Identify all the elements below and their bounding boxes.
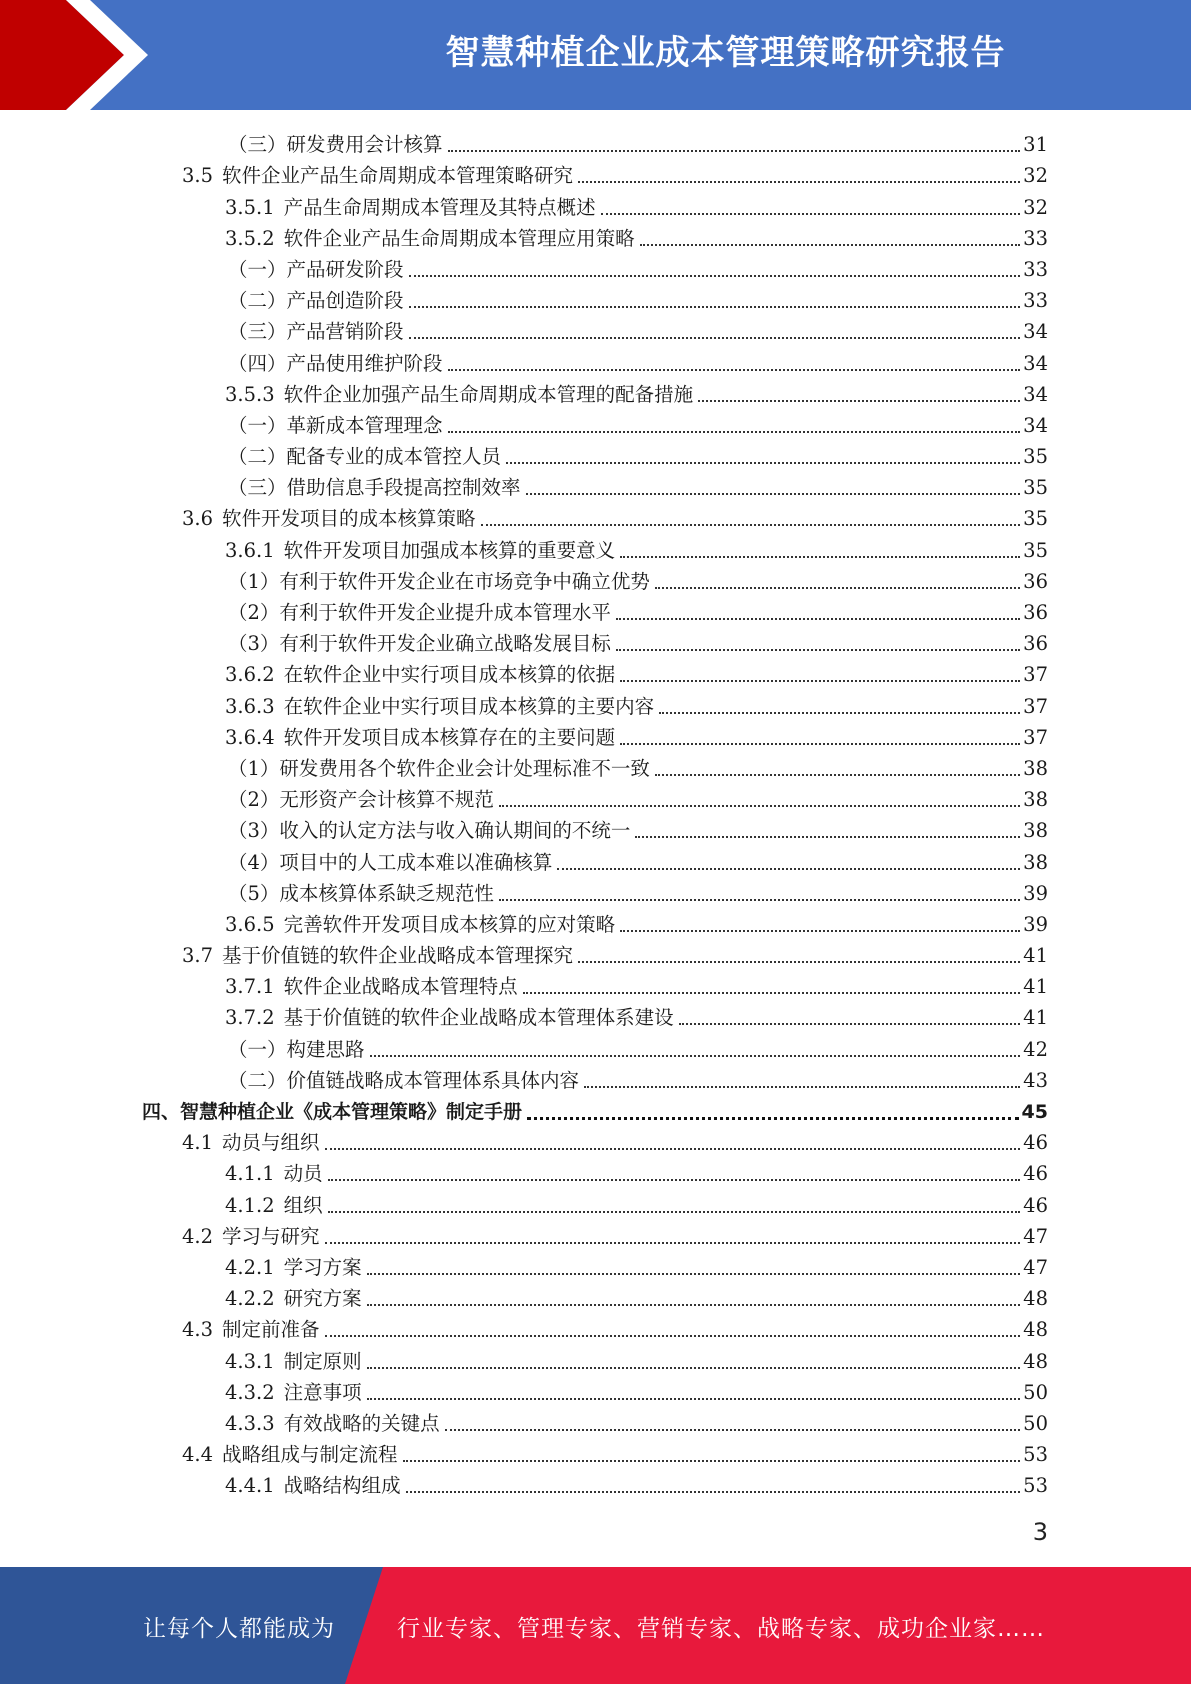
toc-dot-leader	[655, 587, 1020, 589]
toc-entry[interactable]	[0, 1031, 1191, 1062]
toc-dot-leader	[635, 836, 1020, 838]
toc-dot-leader	[526, 493, 1021, 495]
toc-entry[interactable]	[0, 1000, 1191, 1031]
toc-entry-page: 38	[1023, 819, 1048, 843]
toc-entry-title: 完善软件开发项目成本核算的应对策略	[283, 912, 616, 936]
toc-dot-leader	[328, 1179, 1021, 1181]
toc-entry[interactable]	[0, 751, 1191, 782]
toc-dot-leader	[620, 930, 1020, 932]
toc-entry-title: 产品生命周期成本管理及其特点概述	[283, 195, 596, 219]
toc-entry-title: （3）收入的认定方法与收入确认期间的不统一	[228, 819, 631, 843]
toc-entry-title: 动员与组织	[222, 1131, 320, 1155]
toc-entry[interactable]	[0, 532, 1191, 563]
toc-entry[interactable]	[0, 782, 1191, 813]
toc-entry-page: 50	[1023, 1411, 1048, 1435]
toc-entry-title: （5）成本核算体系缺乏规范性	[228, 881, 494, 905]
toc-entry-number: 3.5	[182, 164, 214, 188]
toc-entry-page: 47	[1023, 1224, 1048, 1248]
toc-entry[interactable]	[0, 1312, 1191, 1343]
toc-entry-title: （三）研发费用会计核算	[228, 133, 443, 157]
toc-dot-leader	[655, 774, 1020, 776]
toc-entry[interactable]	[0, 1125, 1191, 1156]
toc-entry-number: 4.3.2	[225, 1380, 275, 1404]
toc-entry-page: 39	[1023, 881, 1048, 905]
toc-entry-number: 4.3	[182, 1318, 214, 1342]
toc-entry-page: 36	[1023, 632, 1048, 656]
toc-dot-leader	[659, 712, 1020, 714]
toc-entry-title: 制定原则	[283, 1349, 362, 1373]
toc-entry-number: 4.3.3	[225, 1411, 275, 1435]
toc-entry-page: 46	[1023, 1162, 1048, 1186]
toc-entry[interactable]	[0, 1343, 1191, 1374]
toc-dot-leader	[616, 649, 1020, 651]
toc-entry[interactable]	[0, 1250, 1191, 1281]
toc-entry-title: 在软件企业中实行项目成本核算的依据	[283, 663, 616, 687]
toc-dot-leader	[481, 524, 1021, 526]
page-header	[0, 0, 1191, 110]
toc-entry-number: 3.6	[182, 507, 214, 531]
toc-entry[interactable]	[0, 564, 1191, 595]
toc-entry-number: 4.1.1	[225, 1162, 275, 1186]
toc-dot-leader	[640, 244, 1021, 246]
toc-entry[interactable]	[0, 876, 1191, 907]
toc-entry-title: 有效战略的关键点	[283, 1411, 440, 1435]
toc-entry-number: 3.6.4	[225, 725, 275, 749]
toc-entry-page: 38	[1023, 788, 1048, 812]
toc-entry[interactable]	[0, 470, 1191, 501]
toc-dot-leader	[325, 1335, 1021, 1337]
toc-entry-title: （1）有利于软件开发企业在市场竞争中确立优势	[228, 569, 650, 593]
toc-dot-leader	[445, 1429, 1021, 1431]
toc-entry-title: 战略结构组成	[283, 1474, 401, 1498]
toc-entry[interactable]	[0, 969, 1191, 1000]
toc-entry[interactable]	[0, 1063, 1191, 1094]
toc-entry-title: （2）有利于软件开发企业提升成本管理水平	[228, 601, 611, 624]
toc-dot-leader	[448, 431, 1021, 433]
toc-entry-page: 37	[1023, 694, 1048, 718]
toc-dot-leader	[409, 337, 1021, 339]
toc-entry[interactable]	[0, 1281, 1191, 1312]
toc-entry-page: 32	[1023, 195, 1048, 219]
toc-entry-number: 3.6.3	[225, 694, 275, 718]
toc-entry-title: 基于价值链的软件企业战略成本管理探究	[222, 944, 574, 968]
toc-dot-leader	[448, 369, 1021, 371]
toc-entry-title: （四）产品使用维护阶段	[228, 351, 443, 375]
footer-slogan-left: 让每个人都能成为	[143, 1616, 335, 1642]
toc-entry[interactable]	[0, 1156, 1191, 1187]
toc-entry-title: 软件开发项目的成本核算策略	[222, 507, 476, 531]
toc-dot-leader	[367, 1367, 1021, 1369]
toc-entry[interactable]	[0, 657, 1191, 688]
toc-entry-title: （一）产品研发阶段	[228, 257, 404, 281]
header-arrow-decoration	[0, 0, 160, 110]
toc-entry-title: （二）配备专业的成本管控人员	[228, 445, 502, 469]
toc-entry-title: 战略组成与制定流程	[222, 1443, 398, 1467]
toc-entry[interactable]	[0, 127, 1191, 158]
toc-dot-leader	[448, 150, 1021, 152]
toc-entry-number: 3.6.1	[225, 538, 275, 562]
toc-entry[interactable]	[0, 408, 1191, 439]
toc-dot-leader	[601, 213, 1021, 215]
toc-entry-page: 41	[1023, 944, 1048, 968]
toc-entry-title: （二）价值链战略成本管理体系具体内容	[228, 1068, 580, 1092]
toc-entry-page: 33	[1023, 289, 1048, 313]
toc-entry-page: 35	[1023, 445, 1048, 469]
toc-entry-page: 35	[1023, 538, 1048, 562]
toc-entry-title: 软件开发项目加强成本核算的重要意义	[283, 538, 616, 562]
toc-entry-title: 制定前准备	[222, 1318, 320, 1342]
toc-entry-number: 4.2.2	[225, 1287, 275, 1311]
page-footer	[0, 1567, 1191, 1684]
toc-entry-title: 动员	[283, 1162, 323, 1186]
toc-entry-title: 软件企业战略成本管理特点	[283, 975, 518, 999]
toc-dot-leader	[620, 556, 1020, 558]
toc-dot-leader	[406, 1491, 1021, 1493]
toc-entry[interactable]	[0, 314, 1191, 345]
toc-entry-page: 34	[1023, 382, 1048, 406]
toc-entry-title: （三）产品营销阶段	[228, 320, 404, 344]
toc-entry-page: 43	[1023, 1068, 1048, 1092]
toc-entry[interactable]	[0, 688, 1191, 719]
toc-entry[interactable]	[0, 813, 1191, 844]
toc-dot-leader	[325, 1242, 1021, 1244]
toc-entry[interactable]	[0, 283, 1191, 314]
toc-entry-page: 37	[1023, 663, 1048, 687]
toc-entry[interactable]	[0, 626, 1191, 657]
page-number: 3	[1032, 1518, 1048, 1546]
toc-entry-number: 4.2	[182, 1224, 214, 1248]
toc-entry[interactable]	[0, 377, 1191, 408]
toc-entry[interactable]	[0, 720, 1191, 751]
toc-entry-number: 4.3.1	[225, 1349, 275, 1373]
toc-dot-leader	[367, 1273, 1021, 1275]
toc-entry[interactable]	[0, 439, 1191, 470]
toc-entry-page: 34	[1023, 351, 1048, 375]
toc-entry-number: 4.4.1	[225, 1474, 275, 1498]
toc-entry-title: 基于价值链的软件企业战略成本管理体系建设	[283, 1006, 674, 1030]
toc-entry-page: 31	[1023, 133, 1048, 157]
toc-dot-leader	[557, 868, 1020, 870]
toc-entry[interactable]	[0, 595, 1191, 626]
toc-entry[interactable]	[0, 1437, 1191, 1468]
toc-entry-page: 46	[1023, 1193, 1048, 1217]
toc-entry-number: 4.1	[182, 1131, 214, 1155]
toc-entry-page: 53	[1023, 1443, 1048, 1467]
toc-entry[interactable]	[0, 1219, 1191, 1250]
toc-entry-title: （1）研发费用各个软件企业会计处理标准不一致	[228, 756, 650, 780]
toc-entry-number: 3.6.5	[225, 912, 275, 936]
toc-entry-number: 3.5.1	[225, 195, 275, 219]
toc-entry-page: 41	[1023, 975, 1048, 999]
toc-dot-leader	[506, 462, 1020, 464]
table-of-contents	[0, 127, 1191, 1499]
toc-entry[interactable]	[0, 189, 1191, 220]
toc-dot-leader	[328, 1211, 1021, 1213]
toc-entry-page: 46	[1023, 1131, 1048, 1155]
toc-entry-title: （一）构建思路	[228, 1037, 365, 1061]
toc-dot-leader	[527, 1117, 1019, 1120]
toc-dot-leader	[409, 306, 1021, 308]
toc-entry-page: 48	[1023, 1287, 1048, 1311]
toc-entry-number: 3.6.2	[225, 663, 275, 687]
toc-entry[interactable]	[0, 252, 1191, 283]
toc-entry-title: （三）借助信息手段提高控制效率	[228, 476, 521, 500]
toc-entry-title: （4）项目中的人工成本难以准确核算	[228, 850, 553, 874]
toc-entry-number: 4.1.2	[225, 1193, 275, 1217]
toc-entry[interactable]	[0, 1187, 1191, 1218]
toc-dot-leader	[499, 899, 1020, 901]
toc-entry-page: 53	[1023, 1474, 1048, 1498]
toc-entry-title: （二）产品创造阶段	[228, 289, 404, 313]
toc-entry[interactable]	[0, 844, 1191, 875]
toc-entry-page: 47	[1023, 1255, 1048, 1279]
toc-entry-title: 组织	[283, 1193, 323, 1217]
toc-entry-page: 48	[1023, 1318, 1048, 1342]
toc-entry-number: 3.5.2	[225, 226, 275, 250]
toc-dot-leader	[367, 1398, 1021, 1400]
toc-entry[interactable]	[0, 1468, 1191, 1499]
toc-entry-page: 41	[1023, 1006, 1048, 1030]
toc-entry[interactable]	[0, 907, 1191, 938]
toc-entry-number: 3.5.3	[225, 382, 275, 406]
toc-entry-page: 36	[1023, 601, 1048, 624]
toc-dot-leader	[499, 805, 1020, 807]
toc-entry-title: 研究方案	[283, 1287, 362, 1311]
report-title: 智慧种植企业成本管理策略研究报告	[445, 33, 1006, 73]
toc-entry-title: 注意事项	[283, 1380, 362, 1404]
toc-dot-leader	[679, 1023, 1021, 1025]
toc-entry-title: 学习与研究	[222, 1224, 320, 1248]
toc-entry[interactable]	[0, 345, 1191, 376]
toc-dot-leader	[409, 275, 1021, 277]
toc-entry-page: 36	[1023, 569, 1048, 593]
toc-dot-leader	[578, 181, 1020, 183]
toc-entry-page: 39	[1023, 912, 1048, 936]
footer-slogan-right: 行业专家、管理专家、营销专家、战略专家、成功企业家……	[397, 1616, 1045, 1642]
toc-entry[interactable]	[0, 1094, 1191, 1125]
toc-entry-page: 34	[1023, 413, 1048, 437]
toc-dot-leader	[620, 743, 1020, 745]
toc-entry[interactable]	[0, 938, 1191, 969]
toc-entry-title: 软件开发项目成本核算存在的主要问题	[283, 725, 616, 749]
toc-dot-leader	[367, 1304, 1021, 1306]
toc-entry-number: 4.2.1	[225, 1255, 275, 1279]
toc-entry[interactable]	[0, 221, 1191, 252]
toc-entry-page: 32	[1023, 164, 1048, 188]
toc-entry-page: 50	[1023, 1380, 1048, 1404]
toc-entry-number: 3.7.1	[225, 975, 275, 999]
toc-dot-leader	[403, 1460, 1021, 1462]
toc-entry[interactable]	[0, 1375, 1191, 1406]
toc-entry-page: 37	[1023, 725, 1048, 749]
toc-entry-page: 42	[1023, 1037, 1048, 1061]
toc-entry[interactable]	[0, 1406, 1191, 1437]
toc-entry-page: 34	[1023, 320, 1048, 344]
toc-entry-page: 33	[1023, 257, 1048, 281]
toc-entry-title: 学习方案	[283, 1255, 362, 1279]
toc-entry-title: 软件企业产品生命周期成本管理应用策略	[283, 226, 635, 250]
toc-entry-page: 45	[1021, 1101, 1048, 1123]
toc-dot-leader	[578, 961, 1020, 963]
toc-entry-page: 33	[1023, 226, 1048, 250]
toc-dot-leader	[698, 400, 1020, 402]
toc-entry-page: 35	[1023, 476, 1048, 500]
toc-entry-title: （3）有利于软件开发企业确立战略发展目标	[228, 632, 611, 656]
toc-entry-number: 4.4	[182, 1443, 214, 1467]
toc-entry-title: 在软件企业中实行项目成本核算的主要内容	[283, 694, 655, 718]
toc-dot-leader	[584, 1086, 1020, 1088]
toc-dot-leader	[370, 1055, 1021, 1057]
toc-dot-leader	[620, 680, 1020, 682]
toc-entry[interactable]	[0, 501, 1191, 532]
toc-entry-title: 软件企业产品生命周期成本管理策略研究	[222, 164, 574, 188]
toc-dot-leader	[616, 618, 1020, 620]
toc-entry-page: 35	[1023, 507, 1048, 531]
toc-entry-page: 38	[1023, 850, 1048, 874]
toc-entry-page: 48	[1023, 1349, 1048, 1373]
toc-entry-title: 软件企业加强产品生命周期成本管理的配备措施	[283, 382, 694, 406]
toc-entry[interactable]	[0, 158, 1191, 189]
toc-entry-title: （2）无形资产会计核算不规范	[228, 788, 494, 812]
toc-entry-title: （一）革新成本管理理念	[228, 413, 443, 437]
toc-dot-leader	[523, 992, 1021, 994]
toc-entry-number: 3.7	[182, 944, 214, 968]
toc-dot-leader	[325, 1148, 1021, 1150]
toc-entry-page: 38	[1023, 756, 1048, 780]
toc-entry-number: 3.7.2	[225, 1006, 275, 1030]
toc-entry-title: 四、智慧种植企业《成本管理策略》制定手册	[142, 1101, 523, 1123]
